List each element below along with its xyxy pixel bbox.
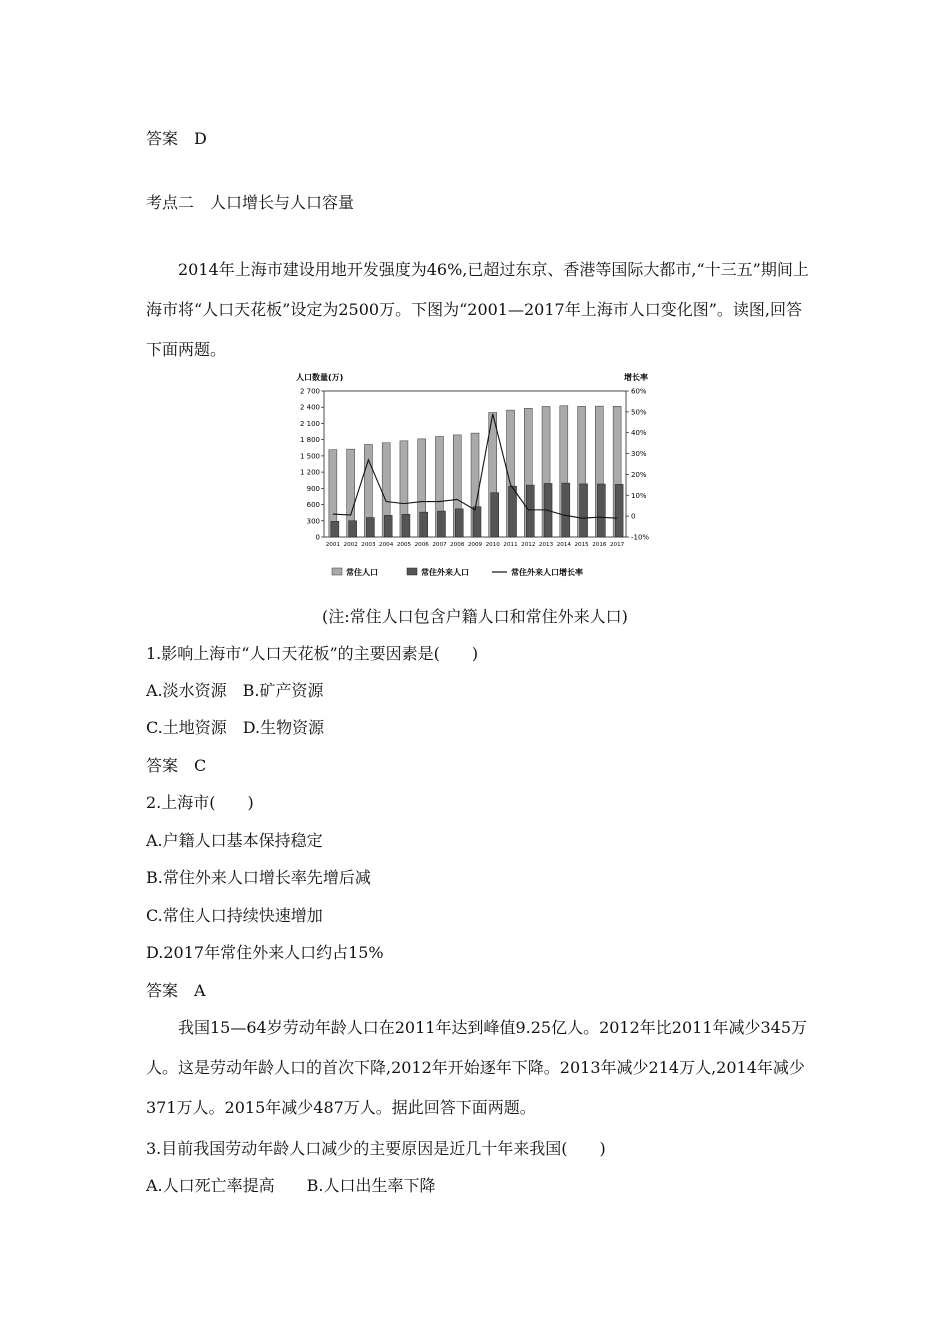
right-tick-label: 20% [631, 470, 647, 479]
answer-line-1 [146, 756, 206, 776]
right-tick-label: 40% [631, 429, 647, 438]
section-name: 人口增长与人口容量 [210, 193, 355, 212]
left-tick-label: 300 [306, 517, 320, 526]
question-3-stem: 3.目前我国劳动年龄人口减少的主要原因是近几十年来我国( ) [146, 1139, 606, 1158]
x-tick-label: 2017 [609, 542, 625, 548]
answer-value: D [194, 129, 207, 148]
question-2-option-b: B.常住外来人口增长率先增后减 [146, 868, 371, 887]
bar-migrant-population [615, 484, 623, 537]
bar-migrant-population [349, 521, 357, 537]
option-b: B.矿产资源 [242, 681, 324, 700]
bar-migrant-population [473, 507, 481, 537]
x-tick-label: 2005 [396, 542, 412, 548]
answer-label: 答案 [146, 756, 179, 775]
bar-migrant-population [384, 515, 392, 537]
answer-value: C [194, 756, 207, 775]
x-tick-label: 2016 [592, 542, 607, 548]
answer-value: A [194, 981, 206, 1000]
right-tick-label: 60% [631, 387, 647, 396]
x-tick-label: 2002 [343, 542, 358, 548]
left-tick-label: 600 [306, 501, 320, 510]
x-tick-label: 2004 [379, 542, 394, 548]
right-tick-label: 30% [631, 450, 647, 459]
question-1-options-ab [146, 681, 324, 701]
option-b: B.人口出生率下降 [306, 1176, 436, 1195]
x-tick-label: 2014 [556, 542, 571, 548]
population-chart [290, 370, 670, 585]
right-tick-label: -10% [631, 533, 650, 542]
answer-line-2 [146, 981, 206, 1001]
section-title [146, 193, 354, 213]
bar-migrant-population [437, 511, 445, 537]
right-tick-label: 10% [631, 491, 647, 500]
x-tick-label: 2015 [574, 542, 589, 548]
x-tick-label: 2001 [325, 542, 341, 548]
question-2-option-a: A.户籍人口基本保持稳定 [146, 831, 323, 850]
x-tick-label: 2008 [450, 542, 465, 548]
section-number: 考点二 [146, 193, 195, 212]
legend-label-rate: 常住外来人口增长率 [511, 568, 583, 577]
question-2-option-d: D.2017年常住外来人口约占15% [146, 943, 384, 962]
option-a: A.淡水资源 [146, 681, 227, 700]
right-tick-label: 0 [631, 512, 636, 521]
bar-migrant-population [331, 521, 339, 537]
bar-migrant-population [420, 512, 428, 537]
answer-label: 答案 [146, 981, 179, 1000]
question-1-stem: 1.影响上海市“人口天花板”的主要因素是( ) [146, 644, 479, 663]
question-2-option-c: C.常住人口持续快速增加 [146, 906, 323, 925]
left-tick-label: 2 100 [299, 419, 320, 428]
bar-migrant-population [491, 493, 499, 537]
left-tick-label: 1 500 [299, 452, 320, 461]
intro-paragraph-2: 我国15—64岁劳动年龄人口在2011年达到峰值9.25亿人。2012年比2011年减少345万人。这是劳动年龄人口的首次下降,2012年开始逐年下降。2013年减少214万人,2014年减少371万人。2015年减少487万人。据此回答下面两题。 [146, 1018, 808, 1117]
left-tick-label: 900 [306, 484, 320, 493]
right-axis-title: 增长率 [624, 373, 648, 382]
left-tick-label: 2 400 [299, 403, 320, 412]
left-tick-label: 1 200 [299, 468, 320, 477]
legend-label-migrant: 常住外来人口 [421, 568, 469, 577]
bar-migrant-population [562, 483, 570, 537]
option-d: D.生物资源 [242, 718, 325, 737]
question-1-options-cd [146, 718, 324, 738]
x-tick-label: 2011 [503, 542, 518, 548]
answer-line-0 [146, 129, 207, 149]
left-tick-label: 1 800 [299, 436, 320, 445]
legend-swatch-migrant [407, 568, 417, 575]
bar-migrant-population [580, 484, 588, 537]
option-a: A.人口死亡率提高 [146, 1176, 275, 1195]
x-tick-label: 2007 [432, 542, 447, 548]
bar-migrant-population [366, 518, 374, 537]
left-tick-label: 2 700 [299, 387, 320, 396]
x-tick-label: 2006 [414, 542, 429, 548]
x-tick-label: 2013 [538, 542, 554, 548]
x-tick-label: 2010 [485, 542, 500, 548]
question-3-options-ab [146, 1176, 436, 1196]
x-tick-label: 2009 [467, 542, 483, 548]
answer-label: 答案 [146, 129, 179, 148]
bar-migrant-population [526, 485, 534, 537]
question-2-stem: 2.上海市( ) [146, 793, 254, 812]
left-tick-label: 0 [315, 533, 320, 542]
legend-label-resident: 常住人口 [346, 568, 378, 577]
intro-paragraph-1: 2014年上海市建设用地开发强度为46%,已超过东京、香港等国际大都市,“十三五”期间上海市将“人口天花板”设定为2500万。下图为“2001—2017年上海市人口变化图”。读图,回答下面两题。 [146, 260, 809, 359]
legend-swatch-resident [332, 568, 342, 575]
bar-migrant-population [597, 484, 605, 537]
chart-note: (注:常住人口包含户籍人口和常住外来人口) [322, 607, 628, 626]
x-tick-label: 2012 [521, 542, 536, 548]
right-tick-label: 50% [631, 408, 647, 417]
bar-migrant-population [455, 509, 463, 537]
x-tick-label: 2003 [361, 542, 376, 548]
bar-migrant-population [509, 486, 517, 537]
option-c: C.土地资源 [146, 718, 227, 737]
left-axis-title: 人口数量(万) [296, 373, 344, 382]
bar-migrant-population [402, 514, 410, 537]
